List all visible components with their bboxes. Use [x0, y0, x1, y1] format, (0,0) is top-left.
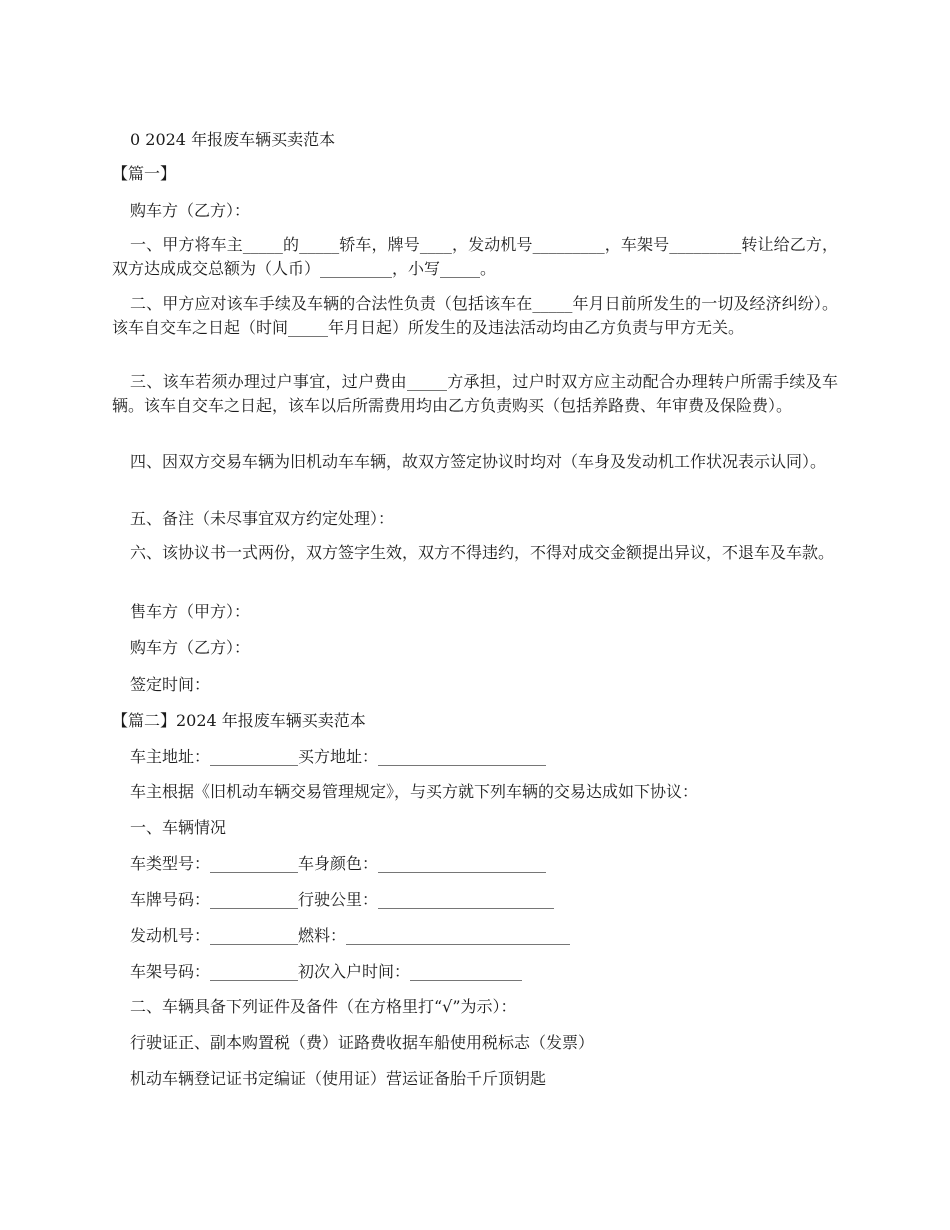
agreement-intro: 车主根据《旧机动车辆交易管理规定》，与买方就下列车辆的交易达成如下协议： [130, 782, 699, 801]
clause-6: 六、该协议书一式两份，双方签字生效，双方不得违约，不得对成交金额提出异议，不退车及车款。 [130, 543, 835, 562]
vehicle-row-model-color: 车类型号：___________车身颜色：_____________________ [130, 854, 547, 873]
sign-date-line: 签定时间： [130, 675, 211, 694]
clause-1: 一、甲方将车主_____的_____轿车，牌号____，发动机号_________，车架号_________转让给乙方，双方达成成交总额为（人币）_________，小写_____。 [112, 235, 838, 278]
vehicle-row-plate-mileage: 车牌号码：___________行驶公里：______________________ [130, 890, 555, 909]
section-heading-2: 【篇二】2024 年报废车辆买卖范本 [112, 711, 366, 730]
documents-list-line-1: 行驶证正、副本购置税（费）证路费收据车船使用税标志（发票） [130, 1033, 595, 1052]
document-title: 0 2024 年报废车辆买卖范本 [130, 130, 336, 149]
section-heading-1: 【篇一】 [112, 164, 177, 183]
seller-signature-line: 售车方（甲方）： [130, 602, 251, 621]
clause-4: 四、因双方交易车辆为旧机动车车辆，故双方签定协议时均对（车身及发动机工作状况表示认同）。 [130, 452, 827, 471]
buyer-party-line: 购车方（乙方）： [130, 201, 251, 220]
documents-list-line-2: 机动车辆登记证书定编证（使用证）营运证备胎千斤顶钥匙 [130, 1069, 547, 1088]
documents-heading: 二、车辆具备下列证件及备件（在方格里打“√”为示）： [130, 997, 517, 1016]
clause-5: 五、备注（未尽事宜双方约定处理）： [130, 509, 395, 528]
vehicle-row-engine-fuel: 发动机号：___________燃料：____________________________ [130, 926, 571, 945]
buyer-signature-line: 购车方（乙方）： [130, 638, 251, 657]
clause-2: 二、甲方应对该车手续及车辆的合法性负责（包括该车在_____年月日前所发生的一切及经济纠纷）。该车自交车之日起（时间_____年月日起）所发生的及违法活动均由乙方负责与甲方无关。 [112, 294, 838, 337]
address-line: 车主地址：___________买方地址：_____________________ [130, 747, 547, 766]
clause-3: 三、该车若须办理过户事宜，过户费由_____方承担，过户时双方应主动配合办理转户所需手续及车辆。该车自交车之日起，该车以后所需费用均由乙方负责购买（包括养路费、年审费及保险费）。 [112, 372, 838, 415]
vehicle-row-frame-registration: 车架号码：___________初次入户时间：______________ [130, 962, 523, 981]
vehicle-info-heading: 一、车辆情况 [130, 818, 227, 837]
